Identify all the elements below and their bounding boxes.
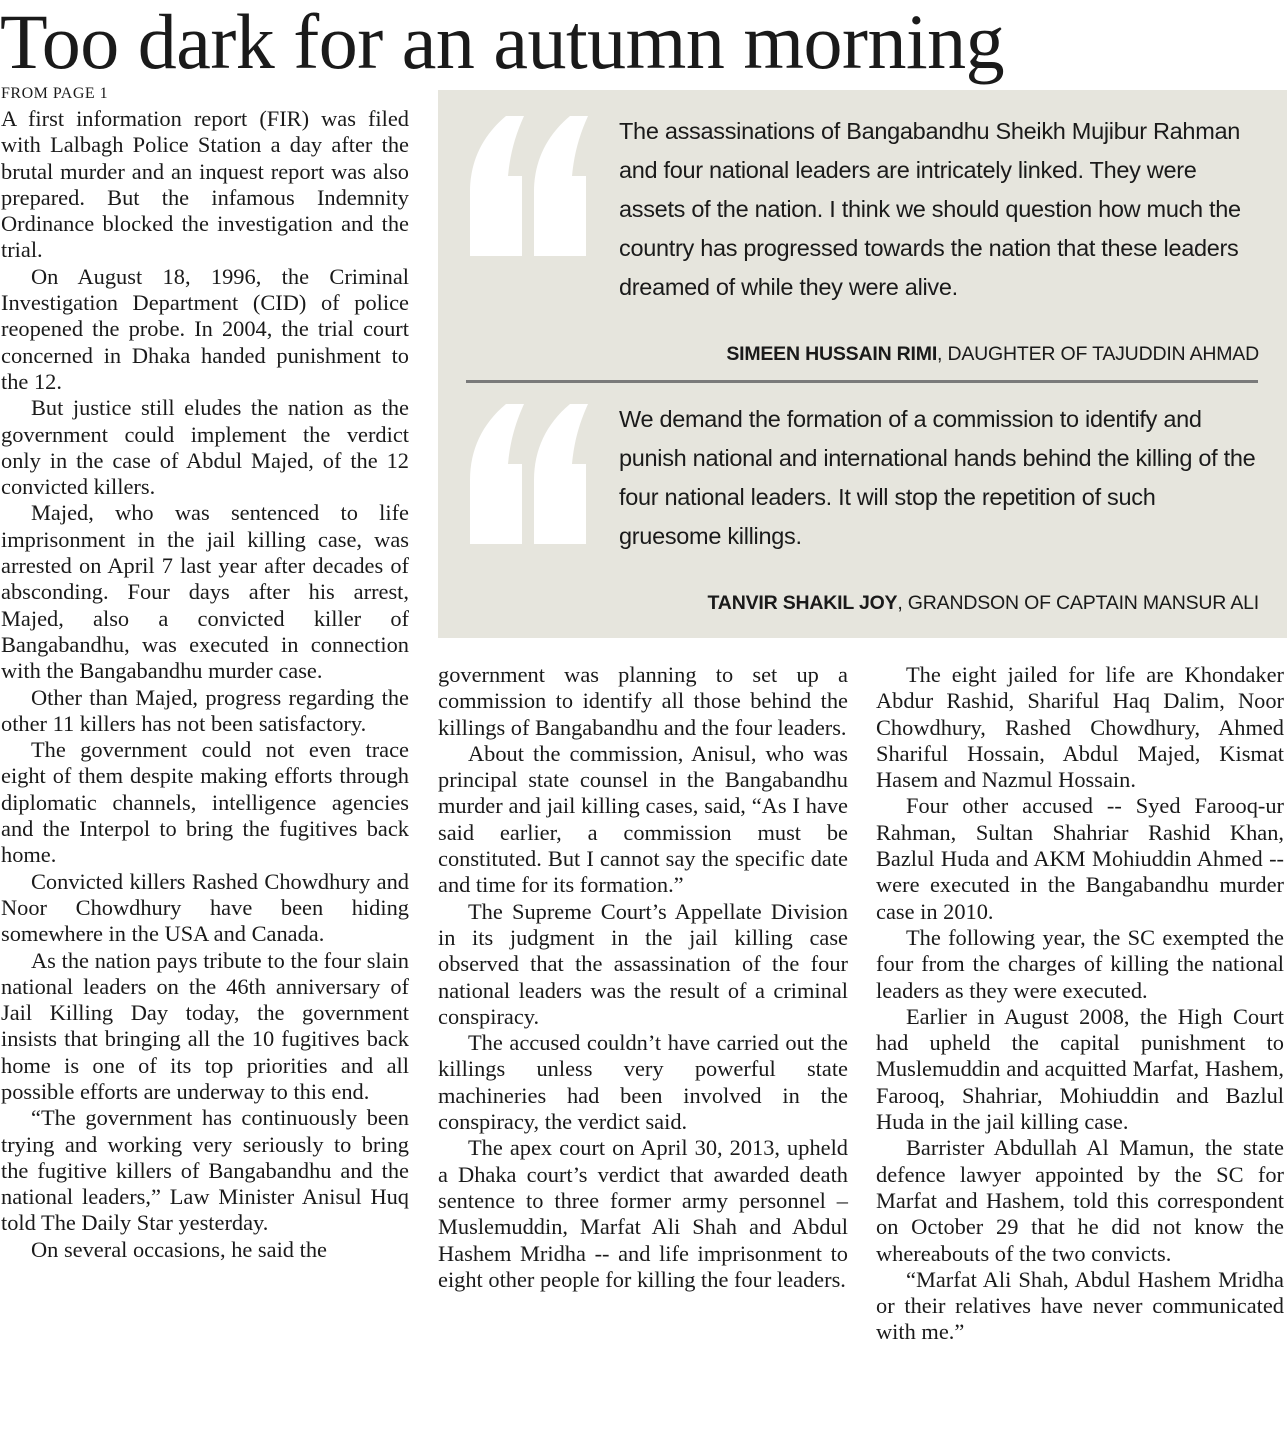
paragraph: The apex court on April 30, 2013, upheld a Dhaka court’s verdict that awarded death sentence to three former army personnel – Muslemuddin, Marfat Ali Shah and Abdul Hashem Mridha -- and life imprisonment to eight other people for killing the four leaders.: [438, 1135, 848, 1292]
paragraph: The Supreme Court’s Appellate Division in its judgment in the jail killing case observed that the assassination of the four national leaders was the result of a criminal conspiracy.: [438, 898, 848, 1029]
paragraph: On several occasions, he said the: [31, 1236, 327, 1262]
jump-line: FROM PAGE 1: [1, 85, 109, 102]
paragraph: A first information report (FIR) was filed with Lalbagh Police Station a day after the brutal murder and an inquest report was also prepared. But the infamous Indemnity Ordinance blocked the investigation and the trial.: [1, 106, 409, 263]
paragraph: Earlier in August 2008, the High Court had upheld the capital punishment to Muslemuddin and acquitted Marfat, Hashem, Farooq, Shahriar, Mohiuddin and Bazlul Huda in the jail killing case.: [876, 1003, 1284, 1135]
quote-author: SIMEEN HUSSAIN RIMI: [726, 343, 938, 365]
article-column-2: [438, 662, 848, 1293]
paragraph: As the nation pays tribute to the four slain national leaders on the 46th anniversary of Jail Killing Day today, the government insists that bringing all the 10 fugitives back home is one of its top priorities and all possible efforts are underway to this end.: [1, 947, 409, 1104]
paragraph: The following year, the SC exempted the four from the charges of killing the national leaders as they were executed.: [876, 924, 1284, 1003]
paragraph: Convicted killers Rashed Chowdhury and Noor Chowdhury have been hiding somewhere in the USA and Canada.: [1, 868, 409, 947]
quote-text: We demand the formation of a commission to identify and punish national and international hands behind the killing of the four national leaders. It will stop the repetition of such gruesome killings.: [619, 406, 1256, 549]
headline: Too dark for an autumn morning: [0, 0, 1005, 85]
article-column-1: [1, 106, 409, 1263]
quote-author-role: , DAUGHTER OF TAJUDDIN AHMAD: [937, 343, 1259, 365]
paragraph: The eight jailed for life are Khondaker Abdur Rashid, Shariful Haq Dalim, Noor Chowdhury, Rashed Chowdhury, Ahmed Shariful Hossain, Abdul Majed, Kismat Hasem and Nazmul Hossain.: [876, 662, 1284, 793]
paragraph: The government could not even trace eight of them despite making efforts through diplomatic channels, intelligence agencies and the Interpol to bring the fugitives back home.: [1, 737, 409, 868]
pull-quote-box: [438, 90, 1287, 638]
quote-attribution: [708, 591, 1259, 615]
paragraph: But justice still eludes the nation as the government could implement the verdict only in the case of Abdul Majed, of the 12 convicted killers.: [1, 395, 409, 500]
paragraph: The accused couldn’t have carried out the killings unless very powerful state machineries had been involved in the conspiracy, the verdict said.: [438, 1030, 848, 1135]
paragraph: On August 18, 1996, the Criminal Investigation Department (CID) of police reopened the probe. In 2004, the trial court concerned in Dhaka handed punishment to the 12.: [1, 263, 409, 394]
paragraph: Barrister Abdullah Al Mamun, the state defence lawyer appointed by the SC for Marfat and Hashem, told this correspondent on October 29 that he did not know the whereabouts of the two convicts.: [876, 1135, 1284, 1266]
article-column-3: [876, 662, 1284, 1346]
paragraph: Other than Majed, progress regarding the other 11 killers has not been satisfactory.: [1, 684, 409, 736]
paragraph: About the commission, Anisul, who was principal state counsel in the Bangabandhu murder and jail killing cases, said, “As I have said earlier, a commission must be constituted. But I cannot say the specific date and time for its formation.”: [438, 740, 848, 898]
divider: [466, 380, 1258, 383]
quote-author-role: , GRANDSON OF CAPTAIN MANSUR ALI: [897, 592, 1259, 614]
quote-mark-icon: [466, 404, 592, 544]
paragraph: Four other accused -- Syed Farooq-ur Rahman, Sultan Shahriar Rashid Khan, Bazlul Huda and AKM Mohiuddin Ahmed -- were executed in the Bangabandhu murder case in 2010.: [876, 793, 1284, 924]
quote-author: TANVIR SHAKIL JOY: [707, 592, 898, 614]
quote-attribution: [726, 342, 1259, 366]
paragraph: “Marfat Ali Shah, Abdul Hashem Mridha or their relatives have never communicated with me.”: [876, 1266, 1284, 1345]
quote-text: The assassinations of Bangabandhu Sheikh Mujibur Rahman and four national leaders are intricately linked. They were assets of the nation. I think we should question how much the country has progressed towards the nation that these leaders dreamed of while they were alive.: [619, 118, 1241, 300]
paragraph: Majed, who was sentenced to life imprisonment in the jail killing case, was arrested on April 7 last year after decades of absconding. Four days after his arrest, Majed, also a convicted killer of Bangabandhu, was executed in connection with the Bangabandhu murder case.: [1, 500, 409, 684]
quote-mark-icon: [466, 116, 592, 256]
paragraph: “The government has continuously been trying and working very seriously to bring the fugitive killers of Bangabandhu and the national leaders,” Law Minister Anisul Huq told The Daily Star yesterday.: [1, 1105, 409, 1236]
paragraph: government was planning to set up a commission to identify all those behind the killings of Bangabandhu and the four leaders.: [438, 662, 848, 740]
